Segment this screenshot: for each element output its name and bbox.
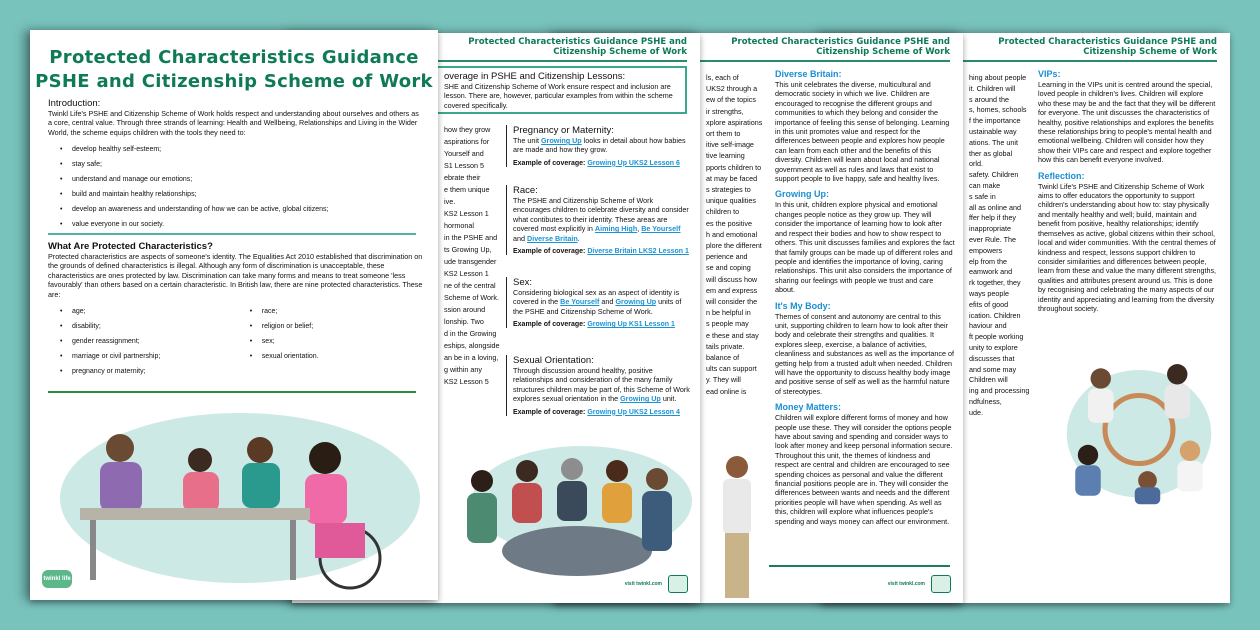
text-fragment: eships, alongside [444, 341, 500, 350]
text-fragment: will discuss how [706, 274, 758, 284]
text-fragment: ustainable way [969, 127, 1017, 136]
footer-rule [769, 565, 950, 567]
unit-text-vips: Learning in the VIPs unit is centred around the special, loved people in children's lives. Children will explore who these may be and the fact that they will be different for everyone. The unit discusses the characteristics of healthy, positive relationships and explores the benefits these relationships bring to people's mental health and emotional wellbeing. Children will consider how they show their VIPs care and respect and explore together how this can benefit everyone involved. [1038, 80, 1216, 165]
running-header: Protected Characteristics Guidance PSHE and Citizenship Scheme of Work [731, 37, 950, 57]
separator: and [599, 297, 616, 307]
unit-heading-growing-up: Growing Up: [775, 189, 829, 200]
list-item: • religion or belief; [248, 322, 423, 331]
text-fragment: an be in a loving, [444, 353, 499, 362]
twinkl-logo [931, 575, 951, 593]
text-fragment: ude transgender [444, 257, 497, 266]
text-fragment: ir strengths, [706, 106, 744, 116]
text-fragment: d in the Growing [444, 329, 497, 338]
list-item: • marriage or civil partnership; [58, 352, 248, 361]
coverage-heading: overage in PSHE and Citizenship Lessons: [444, 71, 626, 82]
text-fragment: plore the different [706, 241, 762, 250]
section-text-pre: Through discussion around healthy, positive relationships and consideration of the many family structures children may be part of, this Scheme of Work explores sexual orientation in the [513, 366, 690, 404]
units-column [775, 63, 955, 526]
twinkl-life-logo: twinkl life [42, 570, 72, 588]
document-page-1 [30, 30, 438, 600]
text-fragment: KS2 Lesson 5 [444, 377, 489, 386]
list-item: • disability; [58, 322, 248, 331]
text-fragment: ndfulness, [969, 397, 1002, 406]
text-fragment: how they grow [444, 125, 491, 134]
text-fragment: n be helpful in [706, 308, 751, 318]
list-item: • age; [58, 307, 248, 316]
section-text-pre: Considering biological sex as an aspect of identity is covered in the [513, 288, 680, 307]
separator: , [637, 224, 642, 234]
text-fragment: ive. [444, 197, 456, 206]
unit-heading-its-my-body: It's My Body: [775, 300, 831, 311]
text-fragment: efits of good [969, 299, 1009, 309]
text-fragment: will consider the [706, 297, 758, 306]
text-fragment: orld. [969, 159, 983, 169]
section-text-post: unit. [660, 394, 677, 404]
text-fragment: perience and [706, 252, 748, 262]
unit-heading-reflection: Reflection: [1038, 170, 1085, 181]
section-heading: Sex: [513, 277, 533, 288]
text-fragment: se and coping [706, 263, 751, 273]
unit-heading-vips: VIPs: [1038, 69, 1061, 79]
unit-link[interactable]: Aiming High [594, 224, 638, 234]
text-fragment: haviour and [969, 321, 1007, 331]
text-fragment: children to [706, 207, 740, 217]
text-fragment: unique qualities [706, 196, 756, 206]
text-fragment: KS2 Lesson 1 [444, 209, 489, 218]
section-text-post: . [577, 233, 580, 243]
unit-heading-diverse-britain: Diverse Britain: [775, 69, 842, 79]
title-line-1: Protected Characteristics Guidance [49, 47, 419, 68]
intro-section [48, 98, 423, 235]
text-fragment: balance of [706, 353, 740, 362]
text-fragment: ways people [969, 289, 1009, 298]
section-pregnancy-or-maternity [506, 125, 690, 167]
unit-link[interactable]: Be Yourself [641, 224, 681, 234]
text-fragment: lonship. Two [444, 317, 484, 326]
text-fragment: UKS2 through a [706, 84, 758, 94]
units-column [1038, 63, 1218, 313]
text-fragment: ew of the topics [706, 95, 756, 105]
text-fragment: hormonal [444, 221, 474, 230]
section-sex [506, 277, 690, 328]
example-of-coverage [513, 160, 690, 167]
text-fragment: em and express [706, 285, 758, 295]
unit-link[interactable]: Growing Up [620, 394, 661, 404]
example-of-coverage [513, 248, 690, 255]
unit-text-growing-up: In this unit, children explore physical and emotional changes people notice as they grow up. They will consider the importance of learning how to look after and respect their bodies and how to show respect to others. This unit discusses families and explores the fact that family groups can be made up of different roles and people and identifies the importance of loving, caring relationships. This unit also considers the importance of sharing our feelings with people we trust and care about. [775, 200, 955, 295]
unit-heading-money-matters: Money Matters: [775, 402, 842, 413]
text-fragment: S1 Lesson 5 [444, 161, 484, 170]
text-fragment: xplore aspirations [706, 117, 763, 127]
text-fragment: ft people working [969, 332, 1024, 342]
text-fragment: at may be faced [706, 173, 758, 183]
text-fragment: Yourself and [444, 149, 484, 158]
section-heading: Pregnancy or Maternity: [513, 125, 614, 136]
text-fragment: unity to explore [969, 343, 1018, 352]
list-item: • stay safe; [58, 160, 423, 169]
list-item: • value everyone in our society. [58, 220, 423, 229]
text-fragment: s people may [706, 319, 749, 329]
classroom-illustration [50, 398, 430, 598]
coverage-box [412, 66, 687, 114]
text-fragment: all as online and [969, 202, 1021, 212]
text-fragment: ever Rule. The [969, 235, 1017, 244]
section-sexual-orientation [506, 355, 690, 416]
text-fragment: hing about people [969, 73, 1027, 82]
intro-bullets [58, 145, 423, 229]
example-label: Example of coverage: [513, 159, 586, 167]
footer-url[interactable]: visit twinkl.com [887, 581, 925, 587]
section-text-pre: The PSHE and Citizenship Scheme of Work encourages children to celebrate diversity and consider what contibutes to their identity. These areas are covered most explicitly in [513, 196, 689, 234]
text-fragment: ebrate their [444, 173, 481, 182]
text-fragment: ations. The unit [969, 137, 1019, 147]
list-item: • build and maintain healthy relationships; [58, 190, 423, 199]
text-fragment: ication. Children [969, 310, 1021, 320]
text-fragment: ead online is [706, 386, 747, 396]
text-fragment: ne of the central [444, 281, 496, 290]
text-fragment: ffer help if they [969, 213, 1017, 223]
list-item: • develop healthy self-esteem; [58, 145, 423, 154]
unit-link[interactable]: Be Yourself [560, 297, 600, 307]
list-item: • race; [248, 307, 423, 316]
section-text-pre: The unit [513, 136, 541, 145]
unit-text-reflection: Twinkl Life's PSHE and Citizenship Scheme of Work aims to offer educators the opportunity to support children's understanding about how to: stay physically and mentally healthy and well; build, maintain and benefit from positive, healthy relationships; identify themselves as active, global citizens within their school, local and wider communities. With the central themes of kindness and respect, lessons support children to consider similarities and differences between people, learn from these and value the many different strengths, qualities and attributes present around us. This is done by recognising and celebrating the many aspects of our identity and appreciating and learning from the diversity throughout society. [1038, 181, 1217, 313]
text-fragment: s, homes, schools [969, 105, 1027, 115]
text-fragment: e these and stay [706, 330, 759, 340]
text-fragment: ssion around [444, 305, 486, 314]
example-link[interactable]: Growing Up UKS2 Lesson 6 [587, 159, 680, 167]
example-of-coverage [513, 409, 690, 416]
coverage-text: SHE and Citizenship Scheme of Work ensure respect and inclusion are lesson. There are, however, particular examples from within the scheme covered specifically. [444, 82, 673, 110]
list-item: • understand and manage our emotions; [58, 175, 423, 184]
text-fragment: in the PSHE and [444, 233, 498, 242]
text-fragment: e them unique [444, 185, 490, 194]
page-title [30, 46, 438, 94]
text-fragment: ults can support [706, 364, 757, 374]
text-fragment: g within any [444, 365, 482, 374]
text-fragment: ther as global [969, 148, 1013, 158]
man-illustration [707, 453, 767, 603]
unit-link[interactable]: Diverse Britain [527, 233, 578, 243]
text-fragment: it. Children will [969, 83, 1016, 93]
footer-url[interactable]: visit twinkl.com [624, 581, 662, 587]
unit-text-money-matters: Children will explore different forms of money and how people use these. They will consider the options people have about saving and spending and consider ways to look after money and keep personal information secure. Throughout this unit, the themes of kindness and respect are central and children are encouraged to see spending choices as personal and value the different financial positions people are in. They will consider the differences between wants and needs and the different priorities people will have when spending. As well as this, children will explore what influences people's spending and ways money can affect our environment. [775, 413, 953, 526]
unit-link[interactable]: Growing Up [615, 297, 657, 307]
text-fragment: ts Growing Up, [444, 245, 492, 254]
intro-text: Twinkl Life's PSHE and Citizenship Scheme of Work holds respect and understanding about ourselves and others as a core, central value. Through three strands of learning: Health and Wellbeing, Relationships and Living in the Wider World, the scheme equips children with the tools they need to: [48, 109, 419, 137]
children-circle-illustration [1054, 353, 1224, 506]
text-fragment: inappropriate [969, 224, 1011, 234]
example-label: Example of coverage: [513, 321, 586, 329]
text-fragment: tive learning [706, 151, 745, 161]
text-fragment: and some may [969, 364, 1017, 374]
section-text-post: units of the PSHE and Citizenship Scheme of Work. [513, 297, 682, 316]
group-discussion-illustration [452, 441, 692, 591]
intro-heading: Introduction: [48, 98, 101, 109]
section-text [513, 366, 690, 404]
text-fragment: s safe in [969, 191, 996, 201]
text-fragment: empowers [969, 245, 1003, 255]
text-fragment: discusses that [969, 353, 1015, 363]
pc-list-col-1 [58, 307, 248, 382]
text-fragment: eamwork and [969, 267, 1013, 277]
text-fragment: s strategies to [706, 185, 751, 194]
text-fragment: f the importance [969, 116, 1021, 126]
section-rule [48, 233, 416, 235]
unit-link[interactable]: Growing Up [540, 136, 582, 145]
example-of-coverage [513, 321, 690, 328]
text-fragment: ude. [969, 407, 983, 417]
text-fragment: s around the [969, 94, 1009, 104]
example-label: Example of coverage: [513, 248, 586, 256]
text-fragment: KS2 Lesson 1 [444, 269, 489, 278]
text-fragment: itive self-image [706, 140, 754, 150]
text-fragment: Scheme of Work. [444, 293, 499, 302]
text-fragment: tails private. [706, 341, 745, 351]
section-text [513, 196, 690, 243]
text-fragment: aspirations for [444, 137, 490, 146]
running-header: Protected Characteristics Guidance PSHE and Citizenship Scheme of Work [998, 37, 1217, 57]
example-label: Example of coverage: [513, 408, 586, 416]
section-text [513, 136, 690, 155]
separator: and [513, 233, 527, 243]
text-fragment: ort them to [706, 129, 741, 138]
text-fragment: ls, each of [706, 73, 739, 82]
section-text-post: looks in detail about how babies are made and how they grow. [513, 136, 686, 155]
list-item: • sexual orientation. [248, 352, 423, 361]
section-rule [48, 391, 416, 393]
list-item: • sex; [248, 337, 423, 346]
twinkl-logo [668, 575, 688, 593]
pc-list-col-2 [248, 307, 423, 382]
list-item: • develop an awareness and understanding of how we can be active, global citizens; [58, 205, 423, 214]
section-race [506, 185, 690, 255]
example-link[interactable]: Growing Up UKS2 Lesson 4 [587, 408, 680, 416]
text-fragment: can make [969, 181, 1001, 190]
list-item: • pregnancy or maternity; [58, 367, 248, 376]
text-fragment: Children will [969, 375, 1008, 385]
list-item: • gender reassignment; [58, 337, 248, 346]
text-fragment: safety. Children [969, 170, 1019, 180]
pc-heading: What Are Protected Characteristics? [48, 241, 213, 252]
text-fragment: es the positive [706, 218, 752, 228]
text-fragment: pports children to [706, 162, 762, 172]
title-line-2: PSHE and Citizenship Scheme of Work [35, 71, 433, 92]
pc-text: Protected characteristics are aspects of someone's identity. The Equalities Act 2010 established that discrimination on the grounds of defined characteristics is illegal. Although any form of discrimination is unacceptable, these characteristics are ones protected by law. Discrimination can take many forms and means to treat someone 'less favourably' than others based on a certain characteristic. In British law, there are nine protected characteristics. These are: [48, 252, 423, 299]
example-link[interactable]: Diverse Britain LKS2 Lesson 1 [587, 248, 689, 256]
text-fragment: y. They will [706, 375, 741, 385]
text-fragment: h and emotional [706, 229, 758, 239]
unit-text-its-my-body: Themes of consent and autonomy are central to this unit, supporting children to learn how to look after their body and celebrate their strengths and qualities. It explores sleep, exercise, a balance of activities, cleanliness and substances as well as the importance of getting help from a trusted adult when needed. Children will have the opportunity to discuss healthy body image and positive sense of self as well as the harmful nature of stereotypes. [775, 311, 954, 396]
text-fragment: elp from the [969, 256, 1007, 266]
running-header: Protected Characteristics Guidance PSHE and Citizenship Scheme of Work [468, 37, 687, 57]
section-heading: Race: [513, 185, 538, 196]
text-fragment: ing and processing [969, 386, 1030, 396]
footer [888, 575, 951, 593]
unit-text-diverse-britain: This unit celebrates the diverse, multicultural and democratic society in which we live. Children are encouraged to recognise the different groups and communities to which they belong and consider the importance of feeling this sense of belonging. Learning in this unit promotes value and respect for the differences between people and explores how people can learn from each other and the benefits of this diversity. Children will learn about local and national government as well as rules and laws that exist to support people to live happy, safe and healthy lives. [775, 80, 950, 184]
section-text [513, 288, 690, 316]
section-heading: Sexual Orientation: [513, 355, 594, 366]
footer [625, 575, 688, 593]
text-fragment: rk together, they [969, 278, 1021, 288]
example-link[interactable]: Growing Up KS1 Lesson 1 [587, 321, 675, 329]
protected-characteristics-section [48, 241, 423, 382]
